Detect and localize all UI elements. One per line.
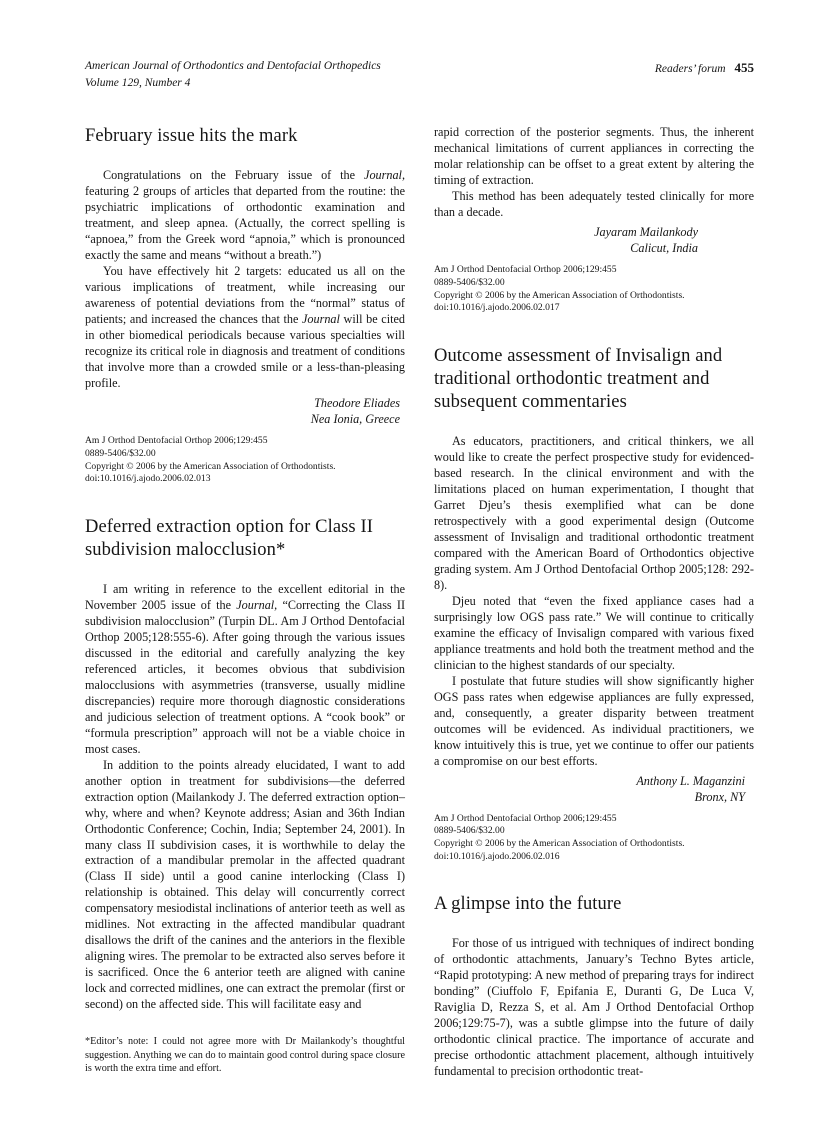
signature-author: Anthony L. Maganzini <box>636 773 745 788</box>
letter-paragraph: I am writing in reference to the excellent editorial in the November 2005 issue of the Journal, “Correcting the Class II subdivision malocclusion” (Turpin DL. Am J Orthod Dentofacial Orthop 2005;128:555-6). After going through the various issues discussed in the editorial and carefully analyzing the key referenced articles, it becomes obvious that subdivision malocclusions with asymmetries (transverse, usually midline discrepancies) require more thorough diagnostic considerations and judicious selection of treatment options. A “cook book” or “formula prescription” approach will not be a viable choice in most cases. <box>85 581 405 756</box>
citation-block <box>85 435 405 486</box>
page-header <box>85 58 754 91</box>
citation-line: 0889-5406/$32.00 <box>434 825 505 837</box>
signature-location: Calicut, India <box>630 241 698 256</box>
journal-title: American Journal of Orthodontics and Dentofacial Orthopedics <box>85 60 381 72</box>
signature-block <box>434 224 698 256</box>
citation-line: doi:10.1016/j.ajodo.2006.02.013 <box>85 473 211 485</box>
letter-paragraph: I postulate that future studies will show significantly higher OGS pass rates when edgewise appliances are fully expressed, and, consequently, a greater disparity between treatment outcomes will be evidenced. As individual practitioners, we know intuitively this is true, yet we continue to offer our patients a compromise on our best efforts. <box>434 673 754 768</box>
citation-line: Copyright © 2006 by the American Association of Orthodontists. <box>434 289 685 301</box>
citation-line: Am J Orthod Dentofacial Orthop 2006;129:455 <box>434 264 617 276</box>
citation-line: Am J Orthod Dentofacial Orthop 2006;129:455 <box>85 435 268 447</box>
editor-footnote: *Editor’s note: I could not agree more with Dr Mailankody’s thoughtful suggestion. Anything we can do to maintain good control during space closure is worth the extra time and effort. <box>85 1036 405 1075</box>
letter-paragraph-continuation: rapid correction of the posterior segments. Thus, the inherent mechanical limitations of current appliances in correcting the molar relationship can be offset to a great extent by altering the timing of extraction. <box>434 125 754 188</box>
signature-block <box>85 395 400 427</box>
citation-line: 0889-5406/$32.00 <box>85 447 156 459</box>
journal-volume: Volume 129, Number 4 <box>85 76 191 89</box>
citation-line: Copyright © 2006 by the American Association of Orthodontists. <box>85 460 336 472</box>
running-head <box>655 58 754 78</box>
citation-block <box>434 813 754 864</box>
left-column <box>85 125 405 1076</box>
signature-author: Jayaram Mailankody <box>594 225 698 240</box>
citation-line: Copyright © 2006 by the American Association of Orthodontists. <box>434 838 685 850</box>
page-number: 455 <box>734 60 754 75</box>
letter-title-february: February issue hits the mark <box>85 126 298 147</box>
letter-paragraph: Djeu noted that “even the fixed appliance cases had a surprisingly low OGS pass rate.” We will continue to critically examine the efficacy of Invisalign compared with various fixed appliance treatments and hold both the treatment method and the clinician to the highest standards of our specialty. <box>434 593 754 672</box>
citation-block <box>434 264 754 315</box>
right-column <box>434 125 754 1080</box>
letter-paragraph: This method has been adequately tested clinically for more than a decade. <box>434 189 754 220</box>
signature-author: Theodore Eliades <box>314 396 400 411</box>
citation-line: doi:10.1016/j.ajodo.2006.02.016 <box>434 850 560 862</box>
two-column-layout <box>85 125 754 1080</box>
letter-paragraph: In addition to the points already elucidated, I want to add another option in treatment for subdivisions—the deferred extraction option (Mailankody J. The deferred extraction option–why, where and when? Keynote address; Asian and 36th Indian Orthodontic Conference; Cochin, India; September 24, 2001). In many class II subdivision cases, it is worthwhile to delay the extraction of a mandibular premolar in the affected quadrant (Class II side) until a good canine interlocking (Class I) relationship is obtained. This delay will concurrently correct compensatory mesiodistal inclinations of anterior teeth as well as midlines. Not extracting in the affected mandibular quadrant disallows the drift of the canines and the anteriors in the flexible aligning wires. The premolar to be extracted also serves before it is sacrificed. Once the 6 anterior teeth are aligned with canine lock and corrected midlines, one can extract the premolar (first or second) on the affected side. This will facilitate easy and <box>85 757 405 1012</box>
section-title: Readers’ forum <box>654 63 726 75</box>
journal-info <box>85 58 381 91</box>
letter-title-deferred-extraction: Deferred extraction option for Class II subdivision malocclusion* <box>85 516 373 560</box>
signature-location: Nea Ionia, Greece <box>310 412 400 427</box>
citation-line: doi:10.1016/j.ajodo.2006.02.017 <box>434 302 560 314</box>
citation-line: Am J Orthod Dentofacial Orthop 2006;129:455 <box>434 812 617 824</box>
letter-paragraph: Congratulations on the February issue of the Journal, featuring 2 groups of articles that departed from the routine: the psychiatric implications of orthodontic examination and treatment, and sleep apnea. (Actually, the correct spelling is “apnoea,” from the Greek word “apnoia,” which is pronounced exactly the same and means “without a breath.”) <box>85 168 405 263</box>
signature-block <box>434 773 745 805</box>
signature-location: Bronx, NY <box>694 789 745 804</box>
letter-paragraph: For those of us intrigued with techniques of indirect bonding of orthodontic attachments, January’s Techno Bytes article, “Rapid prototyping: A new method of preparing trays for indirect bonding” (Ciuffolo F, Epifania E, Duranti G, De Luca V, Raviglia D, Rezza S, et al. Am J Orthod Dentofacial Orthop 2006;129:75-7), was a subtle glimpse into the future of daily orthodontic clinical practice. The importance of accurate and precise orthodontic attachment placement, although intuitively fundamental to precision orthodontic treat- <box>434 936 754 1079</box>
letter-paragraph: You have effectively hit 2 targets: educated us all on the various implications of treatment, while increasing our awareness of potential deviations from the “normal” status of patients; and increased the chances that the Journal will be cited in other biomedical periodicals because various specialties will recognize its critical role in diagnosis and treatment of conditions that involve more than a crowded smile or a less-than-pleasing profile. <box>85 264 405 391</box>
citation-line: 0889-5406/$32.00 <box>434 277 505 289</box>
letter-title-glimpse: A glimpse into the future <box>434 894 622 915</box>
letter-paragraph: As educators, practitioners, and critical thinkers, we all would like to create the perfect prospective study for evidenced-based research. In the clinical environment and with the limitations placed on human experimentation, I thought that Garret Djeu’s thesis exemplified what can be done retrospectively with a good experimental design (Outcome assessment of Invisalign and traditional orthodontic treatment compared with the American Board of Orthodontics objective grading system. Am J Orthod Dentofacial Orthop 2005;128: 292-8). <box>434 433 754 592</box>
letter-title-invisalign: Outcome assessment of Invisalign and traditional orthodontic treatment and subsequent commentaries <box>434 346 723 412</box>
